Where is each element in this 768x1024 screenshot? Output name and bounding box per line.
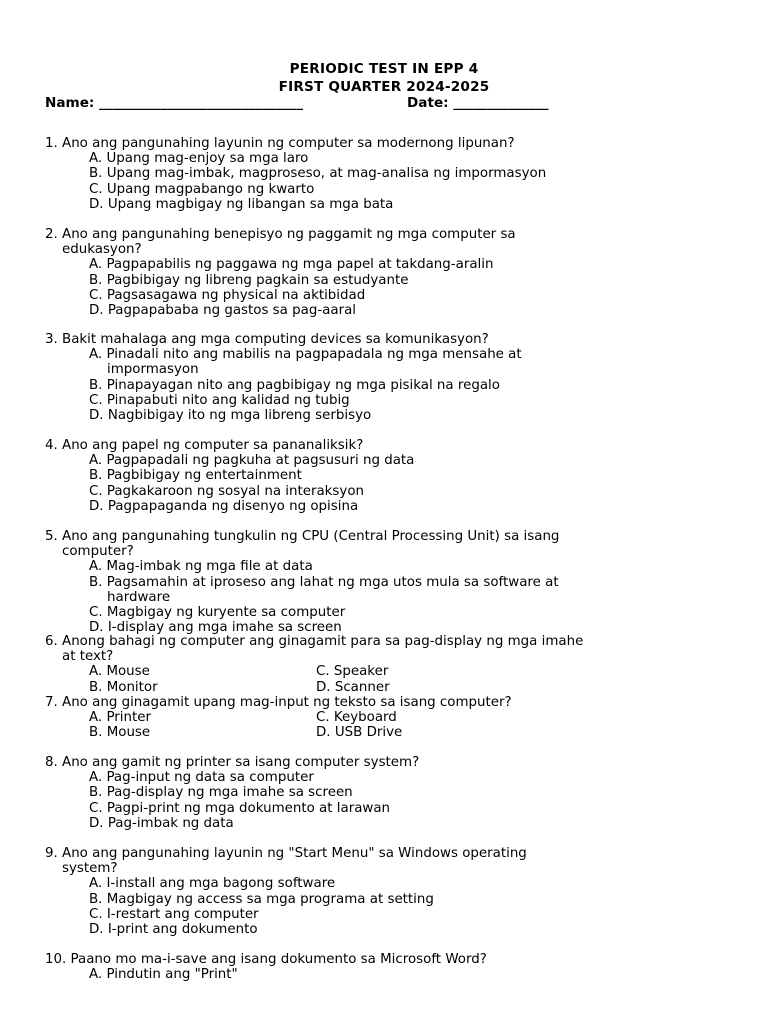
- question-stem: 7. Ano ang ginagamit upang mag-input ng teksto sa isang computer?: [45, 695, 512, 710]
- option-a: A. Upang mag-enjoy sa mga laro: [89, 151, 309, 167]
- option-a: A. Pagpapadali ng pagkuha at pagsusuri ng data: [89, 453, 415, 469]
- question-stem: 6. Anong bahagi ng computer ang ginagamit para sa pag-display ng mga imahe at text?: [45, 634, 584, 665]
- option-a: A. I-install ang mga bagong software: [89, 876, 336, 892]
- option-a: A. Printer: [89, 710, 151, 726]
- option-a: A. Mag-imbak ng mga file at data: [89, 559, 313, 575]
- option-b: B. Pag-display ng mga imahe sa screen: [89, 785, 353, 801]
- question-10: [45, 952, 585, 982]
- option-d: D. Upang magbigay ng libangan sa mga bata: [89, 196, 394, 212]
- page-subtitle: FIRST QUARTER 2024-2025: [278, 79, 490, 95]
- option-c: C. Upang magpabango ng kwarto: [89, 181, 315, 197]
- option-b: B. Upang mag-imbak, magproseso, at mag-analisa ng impormasyon: [89, 166, 547, 182]
- date-field-label: Date: ______________: [407, 95, 549, 111]
- option-c: C. Pagpi-print ng mga dokumento at larawan: [89, 800, 391, 816]
- question-stem: 3. Bakit mahalaga ang mga computing devices sa komunikasyon?: [45, 332, 489, 347]
- question-stem: 2. Ano ang pangunahing benepisyo ng paggamit ng mga computer sa edukasyon?: [45, 227, 516, 258]
- question-stem: 9. Ano ang pangunahing layunin ng "Start Menu" sa Windows operating system?: [45, 846, 527, 877]
- question-stem: 10. Paano mo ma-i-save ang isang dokumento sa Microsoft Word?: [45, 952, 487, 967]
- option-a: A. Mouse: [89, 664, 150, 680]
- option-c: C. Speaker: [316, 664, 389, 680]
- option-c: C. Pagsasagawa ng physical na aktibidad: [89, 287, 366, 303]
- option-a: A. Pinadali nito ang mabilis na pagpapadala ng mga mensahe at impormasyon: [89, 347, 522, 378]
- option-a: A. Pagpapabilis ng paggawa ng mga papel at takdang-aralin: [89, 257, 494, 273]
- question-3: [45, 332, 585, 423]
- question-7: [45, 695, 585, 741]
- option-a: A. Pag-input ng data sa computer: [89, 770, 314, 786]
- option-b: B. Mouse: [89, 725, 151, 741]
- option-b: B. Pagsamahin at iproseso ang lahat ng mga utos mula sa software at hardware: [89, 574, 559, 605]
- name-field-label: Name: ______________________________: [45, 95, 304, 111]
- option-d: D. Scanner: [316, 679, 390, 695]
- question-6: [45, 634, 585, 695]
- option-c: C. Pagkakaroon ng sosyal na interaksyon: [89, 483, 365, 499]
- question-stem: 5. Ano ang pangunahing tungkulin ng CPU (Central Processing Unit) sa isang computer?: [45, 529, 560, 560]
- question-5: [45, 529, 585, 635]
- option-d: D. Nagbibigay ito ng mga libreng serbisyo: [89, 408, 372, 424]
- option-c: C. Keyboard: [316, 710, 397, 726]
- option-d: D. USB Drive: [316, 725, 403, 741]
- page-title: PERIODIC TEST IN EPP 4: [289, 61, 479, 77]
- option-a: A. Pindutin ang "Print": [89, 967, 238, 983]
- option-d: D. Pagpapababa ng gastos sa pag-aaral: [89, 303, 357, 319]
- question-1: [45, 136, 585, 212]
- question-stem: 8. Ano ang gamit ng printer sa isang computer system?: [45, 755, 420, 770]
- option-b: B. Pagbibigay ng entertainment: [89, 468, 302, 484]
- question-8: [45, 755, 585, 831]
- question-stem: 4. Ano ang papel ng computer sa pananaliksik?: [45, 438, 364, 453]
- option-b: B. Magbigay ng access sa mga programa at setting: [89, 891, 434, 907]
- option-c: C. Magbigay ng kuryente sa computer: [89, 605, 346, 621]
- question-stem: 1. Ano ang pangunahing layunin ng computer sa modernong lipunan?: [45, 136, 515, 151]
- question-9: [45, 846, 585, 937]
- option-b: B. Monitor: [89, 679, 158, 695]
- option-d: D. I-display ang mga imahe sa screen: [89, 620, 342, 636]
- option-d: D. Pagpapaganda ng disenyo ng opisina: [89, 498, 359, 514]
- option-b: B. Pinapayagan nito ang pagbibigay ng mga pisikal na regalo: [89, 377, 500, 393]
- option-d: D. Pag-imbak ng data: [89, 815, 234, 831]
- option-c: C. Pinapabuti nito ang kalidad ng tubig: [89, 392, 350, 408]
- option-c: C. I-restart ang computer: [89, 906, 259, 922]
- question-4: [45, 438, 585, 514]
- option-d: D. I-print ang dokumento: [89, 922, 258, 938]
- question-2: [45, 227, 585, 318]
- option-b: B. Pagbibigay ng libreng pagkain sa estudyante: [89, 272, 409, 288]
